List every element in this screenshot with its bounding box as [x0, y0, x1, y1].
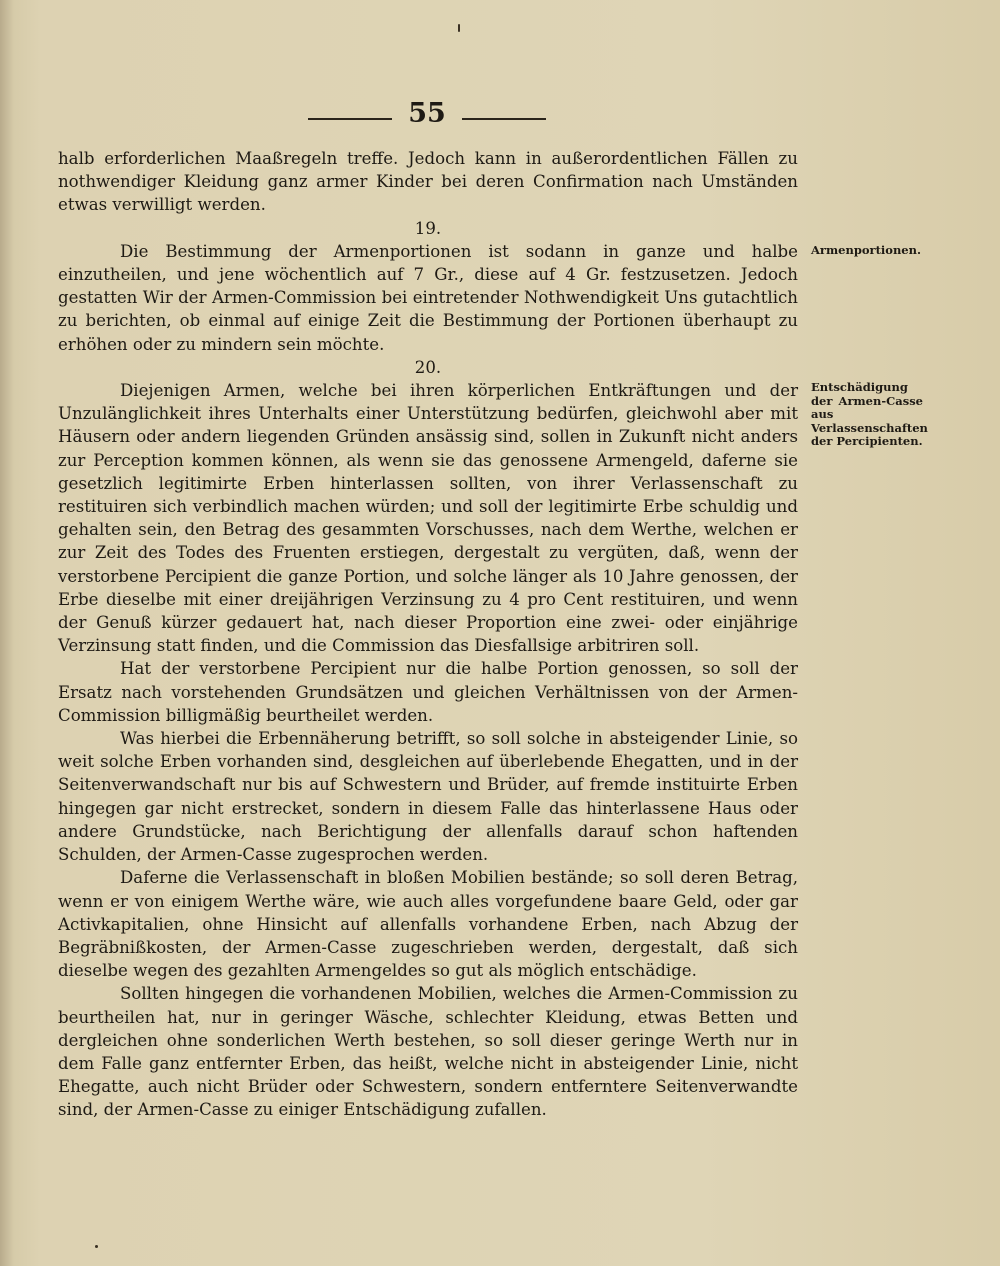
paragraph: Daferne die Verlassenschaft in bloßen Mobilien bestände; so soll deren Betrag, wenn er von einigem Werthe wäre, wie auch alles vorgefundene baare Geld, oder gar Activkapitalien, ohne Hinsicht auf allenfalls vorhandene Erben, nach Abzug der Begräbnißkosten, der Armen-Casse zugeschrieben werden, dergestalt, daß sich dieselbe wegen des gezahlten Armengeldes so gut als möglich entschädige. [58, 868, 798, 981]
margin-note-entschaedigung: Entschädigung der Armen-Casse aus Verlassenschaften der Percipienten. [811, 380, 928, 448]
header-rule-left [308, 118, 392, 120]
paragraph-continuation: halb erforderlichen Maaßregeln treffe. Jedoch kann in außerordentlichen Fällen zu nothwendiger Kleidung ganz armer Kinder bei deren Confirmation nach Umständen etwas verwilligt werden. [58, 149, 798, 215]
section-number-20: 20. [414, 357, 442, 377]
header-rule-right [462, 118, 546, 120]
main-text [58, 147, 798, 1122]
section-number-19: 19. [414, 218, 442, 238]
page-number: 55 [408, 98, 446, 129]
page-header [0, 98, 1000, 138]
paragraph: Hat der verstorbene Percipient nur die halbe Portion genossen, so soll der Ersatz nach vorstehenden Grundsätzen und gleichen Verhältnissen von der Armen-Commission billigmäßig beurtheilet werden. [58, 659, 798, 725]
paragraph: Die Bestimmung der Armenportionen ist sodann in ganze und halbe einzutheilen, und jene wöchentlich auf 7 Gr., diese auf 4 Gr. festzusetzen. Jedoch gestatten Wir der Armen-Commission bei eintretender Nothwendigkeit Uns gutachtlich zu berichten, ob einmal auf einige Zeit die Bestimmung der Portionen überhaupt zu erhöhen oder zu mindern sein möchte. [58, 241, 798, 354]
paragraph: Diejenigen Armen, welche bei ihren körperlichen Entkräftungen und der Unzulänglichkeit ihres Unterhalts einer Unterstützung bedürfen, gleichwohl aber mit Häusern oder andern liegenden Gründen ansässig sind, sollen in Zukunft nicht anders zur Perception kommen können, als wenn sie das genossene Armengeld, daferne sie gesetzlich legitimirte Erben hinterlassen sollten, von ihrer Verlassenschaft zu restituiren sich verbindlich machen würden; und soll der legitimirte Erbe schuldig und gehalten sein, den Betrag des gesammten Vorschusses, nach dem Werthe, welchen er zur Zeit des Todes des Fruenten erstiegen, dergestalt zu vergüten, daß, wenn der verstorbene Percipient die ganze Portion, und solche länger als 10 Jahre genossen, der Erbe dieselbe mit einer dreijährigen Verzinsung zu 4 pro Cent restituiren, und wenn der Genuß kürzer gedauert hat, nach dieser Proportion eine zwei- oder einjährige Verzinsung statt finden, und die Commission das Diesfallsige arbitriren soll. [58, 381, 798, 656]
paragraph: Sollten hingegen die vorhandenen Mobilien, welches die Armen-Commission zu beurtheilen hat, nur in geringer Wäsche, schlechter Kleidung, etwas Betten und dergleichen ohne sonderlichen Werth bestehen, so soll dieser geringe Werth nur in dem Falle ganz entfernter Erben, das heißt, welche nicht in absteigender Linie, nicht Ehegatte, auch nicht Brüder oder Schwestern, sondern entferntere Seitenverwandte sind, der Armen-Casse zu einiger Entschädigung zufallen. [58, 984, 798, 1120]
paper-speck [95, 1245, 98, 1248]
paper-speck [458, 24, 460, 32]
margin-note-armenportionen: Armenportionen. [811, 243, 921, 257]
paragraph: Was hierbei die Erbennäherung betrifft, so soll solche in absteigender Linie, so weit solche Erben vorhanden sind, desgleichen auf überlebende Ehegatten, und in der Seitenverwandschaft nur bis auf Schwestern und Brüder, auf fremde instituirte Erben hingegen gar nicht erstrecket, sondern in diesem Falle das hinterlassene Haus oder andere Grundstücke, nach Berichtigung der allenfalls darauf schon haftenden Schulden, der Armen-Casse zugesprochen werden. [58, 729, 798, 865]
